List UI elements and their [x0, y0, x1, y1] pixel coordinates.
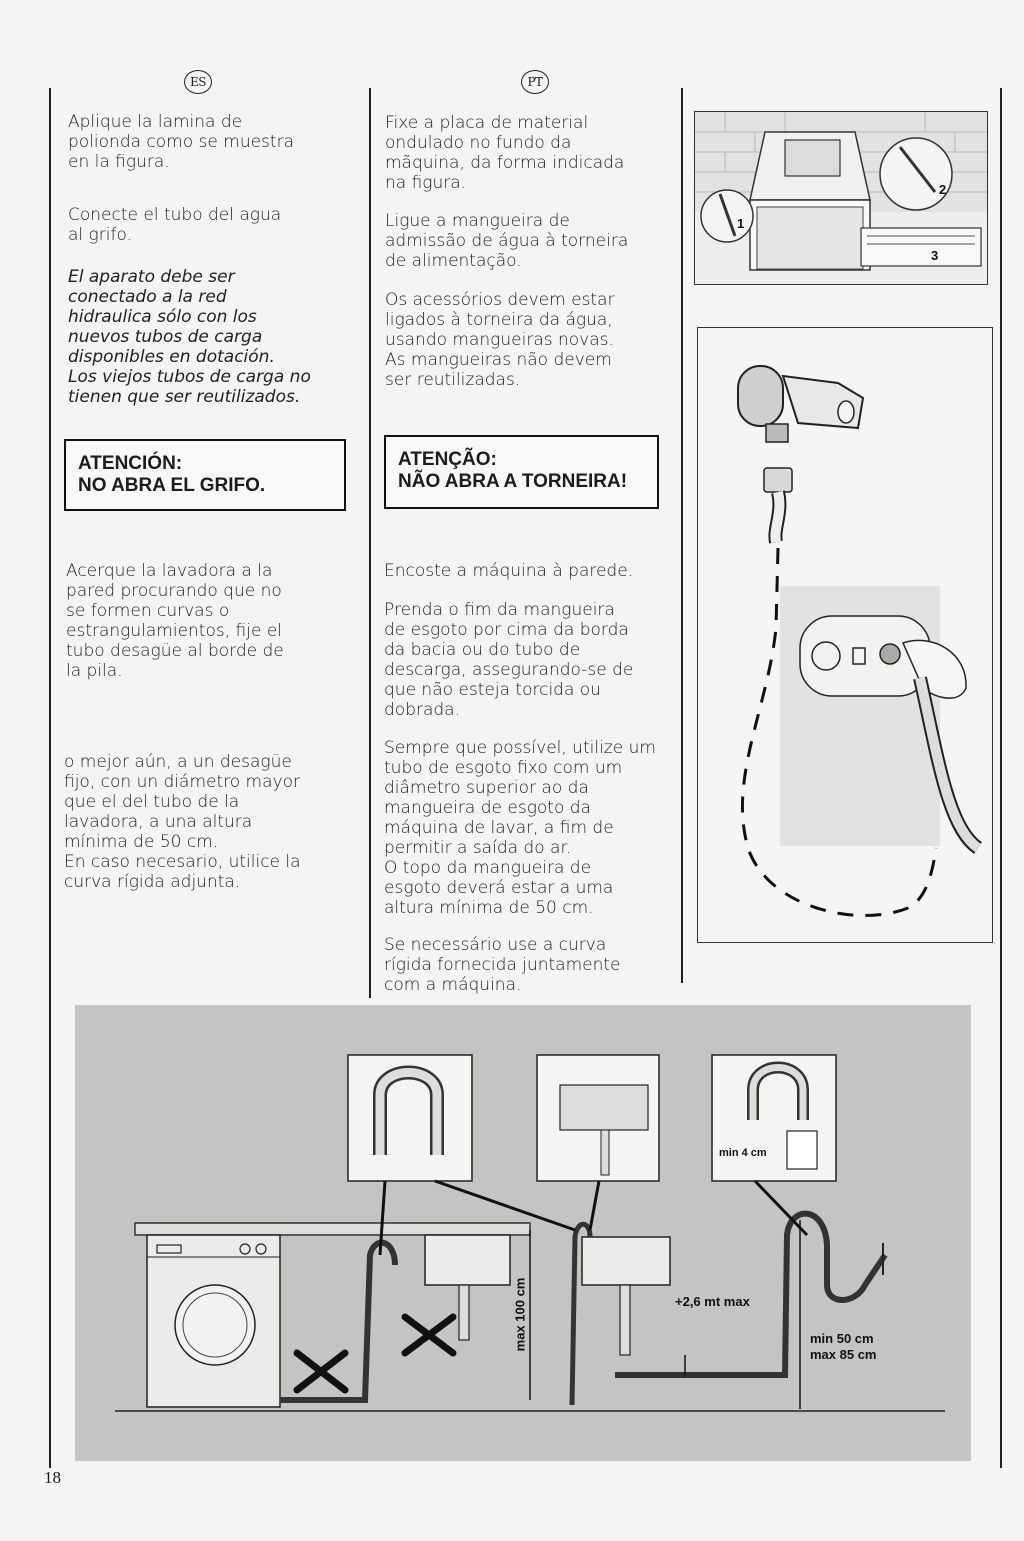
pt-paragraph-6: Sempre que possível, utilize um tubo de esgoto fixo com um diâmetro superior ao da mangueira de esgoto da máquina de lavar, a fim de permitir a saída do ar. O topo da mangueira de esgoto deverá estar a uma altura mínima de 50 cm. — [384, 738, 656, 918]
es-warning-line-1: ATENCIÓN: — [78, 453, 183, 474]
column-rule-right — [681, 88, 683, 983]
es-paragraph-5: o mejor aún, a un desagüe fijo, con un diámetro mayor que el del tubo de la lavadora, a una altura mínima de 50 cm. En caso necesario, utilice la curva rígida adjunta. — [64, 752, 301, 892]
es-text-4 — [66, 561, 361, 681]
language-badge-es: ES — [184, 70, 212, 94]
figure-panel-hose — [697, 327, 993, 943]
pt-paragraph-1: Fixe a placa de material ondulado no fundo da mãquina, da forma indicada na figura. — [385, 113, 625, 193]
es-text-2 — [68, 205, 358, 245]
pt-warning-line-2: NÃO ABRA A TORNEIRA! — [398, 471, 628, 492]
label-plus-2-6mt: +2,6 mt max — [675, 1294, 750, 1309]
es-paragraph-2: Conecte el tubo del agua al grifo. — [68, 205, 282, 245]
pt-paragraph-2: Ligue a mangueira de admissão de água à torneira de alimentação. — [385, 211, 629, 271]
es-warning-box — [64, 439, 346, 511]
column-rule-middle — [369, 88, 371, 998]
figure-panel-install — [694, 111, 988, 285]
pt-text-1 — [385, 113, 675, 193]
pt-paragraph-5: Prenda o fim da mangueira de esgoto por cima da borda da bacia ou do tubo de descarga, assegurando-se de que não esteja torcida ou dobrada. — [384, 600, 634, 720]
es-text-1 — [68, 112, 358, 172]
pt-text-7 — [384, 935, 674, 995]
hose-connection-illustration — [698, 328, 992, 942]
column-rule-far-right — [1000, 88, 1002, 1468]
page-number: 18 — [44, 1468, 61, 1487]
callout-1: 1 — [737, 216, 745, 231]
machine-back-illustration — [695, 112, 987, 284]
es-text-5 — [64, 752, 364, 892]
language-badge-pt: PT — [521, 70, 549, 94]
label-max-100cm: max 100 cm — [512, 1277, 528, 1352]
pt-paragraph-4: Encoste a máquina à parede. — [384, 561, 634, 581]
es-paragraph-4: Acerque la lavadora a la pared procurando que no se formen curvas o estrangulamientos, fije el tubo desagüe al borde de la pila. — [66, 561, 284, 681]
pt-text-2 — [385, 211, 675, 271]
column-rule-left — [49, 88, 51, 1468]
pt-warning-box — [384, 435, 659, 509]
callout-3: 3 — [931, 248, 939, 263]
es-paragraph-3: El aparato debe ser conectado a la red hidraulica sólo con los nuevos tubos de carga disponibles en dotación. Los viejos tubos de carga no tienen que ser reutilizados. — [68, 267, 311, 407]
pt-text-3 — [385, 290, 675, 390]
pt-paragraph-3: Os acessórios devem estar ligados à torneira da água, usando mangueiras novas. As mangueiras não devem ser reutilizadas. — [385, 290, 615, 390]
label-min-50cm: min 50 cm — [810, 1331, 874, 1346]
pt-text-5 — [384, 600, 674, 720]
es-text-3 — [68, 267, 363, 407]
pt-paragraph-7: Se necessário use a curva rígida fornecida juntamente com a máquina. — [384, 935, 621, 995]
drain-diagram-illustration — [75, 1005, 971, 1461]
callout-2: 2 — [939, 182, 947, 197]
label-min-4cm: min 4 cm — [719, 1147, 767, 1159]
label-max-85cm: max 85 cm — [810, 1347, 877, 1362]
pt-text-4 — [384, 561, 674, 581]
es-paragraph-1: Aplique la lamina de polionda como se muestra en la figura. — [68, 112, 294, 172]
drain-diagram — [75, 1005, 971, 1461]
pt-text-6 — [384, 738, 678, 918]
es-warning-line-2: NO ABRA EL GRIFO. — [78, 475, 266, 496]
pt-warning-line-1: ATENÇÃO: — [398, 449, 497, 470]
